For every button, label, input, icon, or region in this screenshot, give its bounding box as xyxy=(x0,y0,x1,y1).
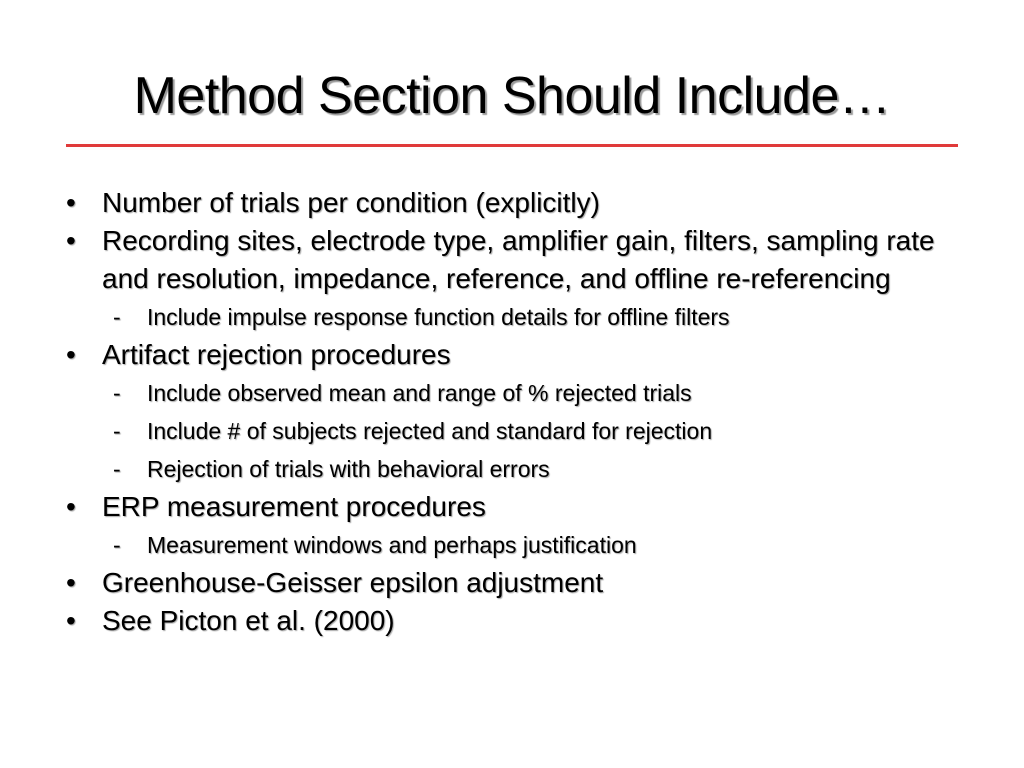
sub-bullet-marker: - xyxy=(113,456,121,482)
bullet-item-1 xyxy=(60,184,980,222)
sub-bullet-marker: - xyxy=(113,380,121,406)
bullet-text: Number of trials per condition (explicitly) xyxy=(102,187,600,218)
sub-bullet-marker: - xyxy=(113,304,121,330)
bullet-item-5 xyxy=(60,564,980,602)
sub-bullet-marker: - xyxy=(113,418,121,444)
bullet-list xyxy=(60,184,980,640)
bullet-text: Recording sites, electrode type, amplifier gain, filters, sampling rate and resolution, impedance, reference, and offline re-referencing xyxy=(102,225,935,294)
sub-bullet-text: Rejection of trials with behavioral errors xyxy=(147,456,550,482)
sub-bullet-item-3-3 xyxy=(60,450,980,488)
sub-bullet-item-2-1 xyxy=(60,298,980,336)
bullet-item-2 xyxy=(60,222,980,298)
slide-title: Method Section Should Include… xyxy=(133,67,891,125)
bullet-item-4 xyxy=(60,488,980,526)
sub-bullet-item-4-1 xyxy=(60,526,980,564)
sub-bullet-text: Measurement windows and perhaps justification xyxy=(147,532,637,558)
sub-bullet-text: Include # of subjects rejected and standard for rejection xyxy=(147,418,713,444)
sub-bullet-marker: - xyxy=(113,532,121,558)
title-underline xyxy=(66,144,958,147)
bullet-marker: • xyxy=(66,225,76,256)
bullet-marker: • xyxy=(66,339,76,370)
bullet-marker: • xyxy=(66,605,76,636)
bullet-text: See Picton et al. (2000) xyxy=(102,605,395,636)
sub-bullet-item-3-1 xyxy=(60,374,980,412)
bullet-marker: • xyxy=(66,491,76,522)
bullet-item-6 xyxy=(60,602,980,640)
sub-bullet-item-3-2 xyxy=(60,412,980,450)
bullet-text: Greenhouse-Geisser epsilon adjustment xyxy=(102,567,604,598)
bullet-marker: • xyxy=(66,187,76,218)
bullet-marker: • xyxy=(66,567,76,598)
bullet-item-3 xyxy=(60,336,980,374)
sub-bullet-text: Include observed mean and range of % rejected trials xyxy=(147,380,692,406)
bullet-text: Artifact rejection procedures xyxy=(102,339,451,370)
sub-bullet-text: Include impulse response function details for offline filters xyxy=(147,304,730,330)
bullet-text: ERP measurement procedures xyxy=(102,491,486,522)
